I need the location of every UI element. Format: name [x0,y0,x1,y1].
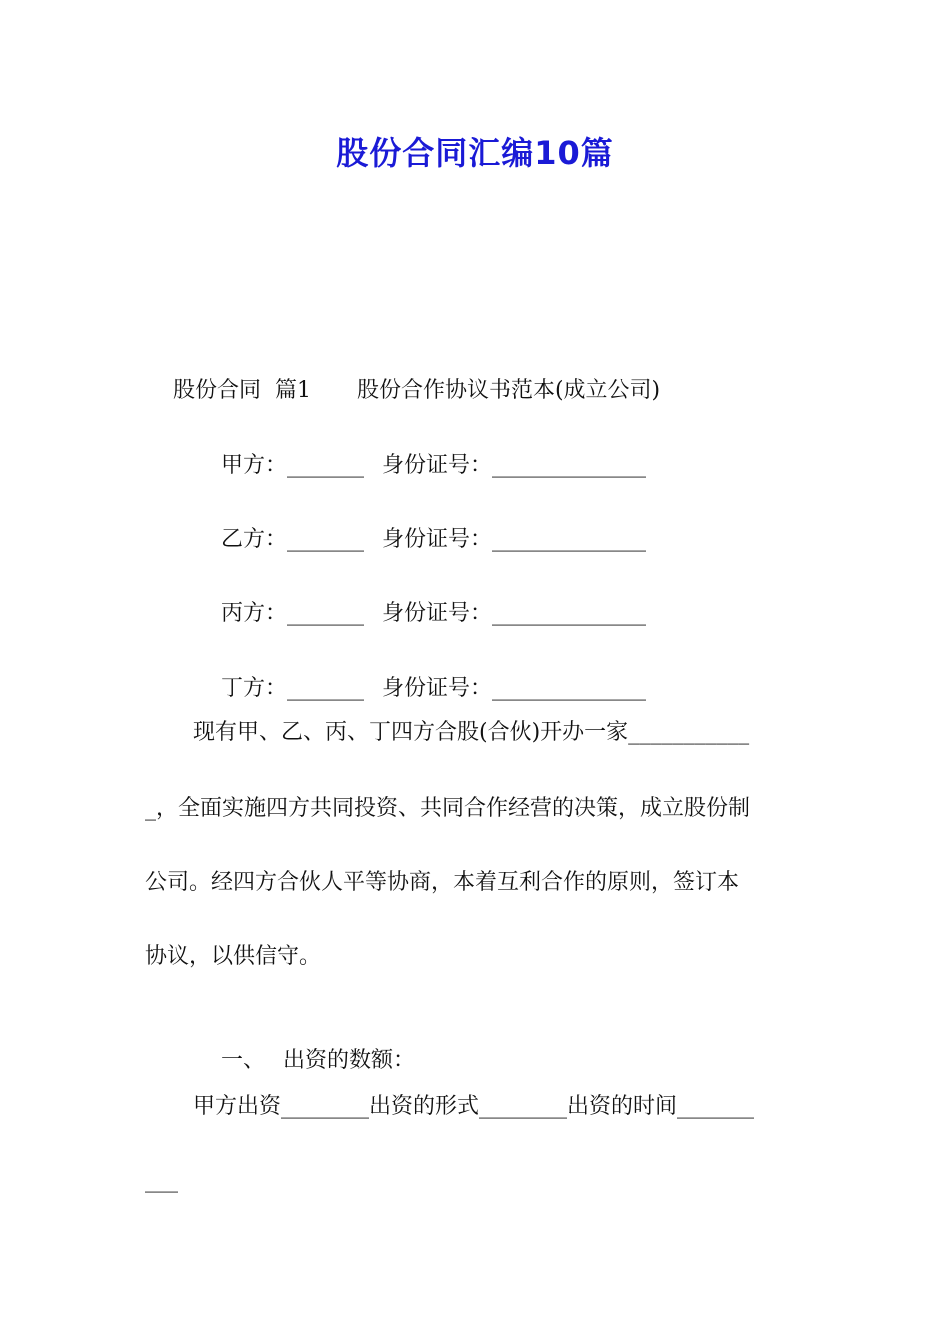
party-label: 丁方： [220,676,287,701]
section-part: 股份合同 篇1 [172,378,311,403]
party-name-blank: _______ [287,453,364,478]
contribution-line-2: ___ [145,1168,178,1193]
id-label: 身份证号： [382,601,493,626]
id-number-blank: ______________ [492,601,647,626]
section-name: 股份合作协议书范本(成立公司) [356,378,661,403]
intro-line-3: 公司。经四方合伙人平等协商，本着互利合作的原则，签订本 [145,870,740,895]
id-number-blank: ______________ [492,453,647,478]
id-label: 身份证号： [382,527,493,552]
party-label: 乙方： [220,527,287,552]
document-title: 股份合同汇编10篇 [336,134,614,172]
id-number-blank: ______________ [492,676,647,701]
party-name-blank: _______ [287,676,364,701]
id-number-blank: ______________ [492,527,647,552]
clause-number: 一、 [220,1048,265,1073]
party-label: 丙方： [220,601,287,626]
intro-line-1: 现有甲、乙、丙、丁四方合股(合伙)开办一家___________ [193,720,750,745]
id-label: 身份证号： [382,453,493,478]
party-name-blank: _______ [287,527,364,552]
intro-line-4: 协议，以供信守。 [145,944,322,969]
id-label: 身份证号： [382,676,493,701]
contribution-line-1: 甲方出资________出资的形式________出资的时间_______ [193,1094,755,1119]
party-label: 甲方： [220,453,287,478]
party-name-blank: _______ [287,601,364,626]
intro-line-2: _，全面实施四方共同投资、共同合作经营的决策，成立股份制 [145,796,751,821]
clause-title: 出资的数额： [283,1048,416,1073]
